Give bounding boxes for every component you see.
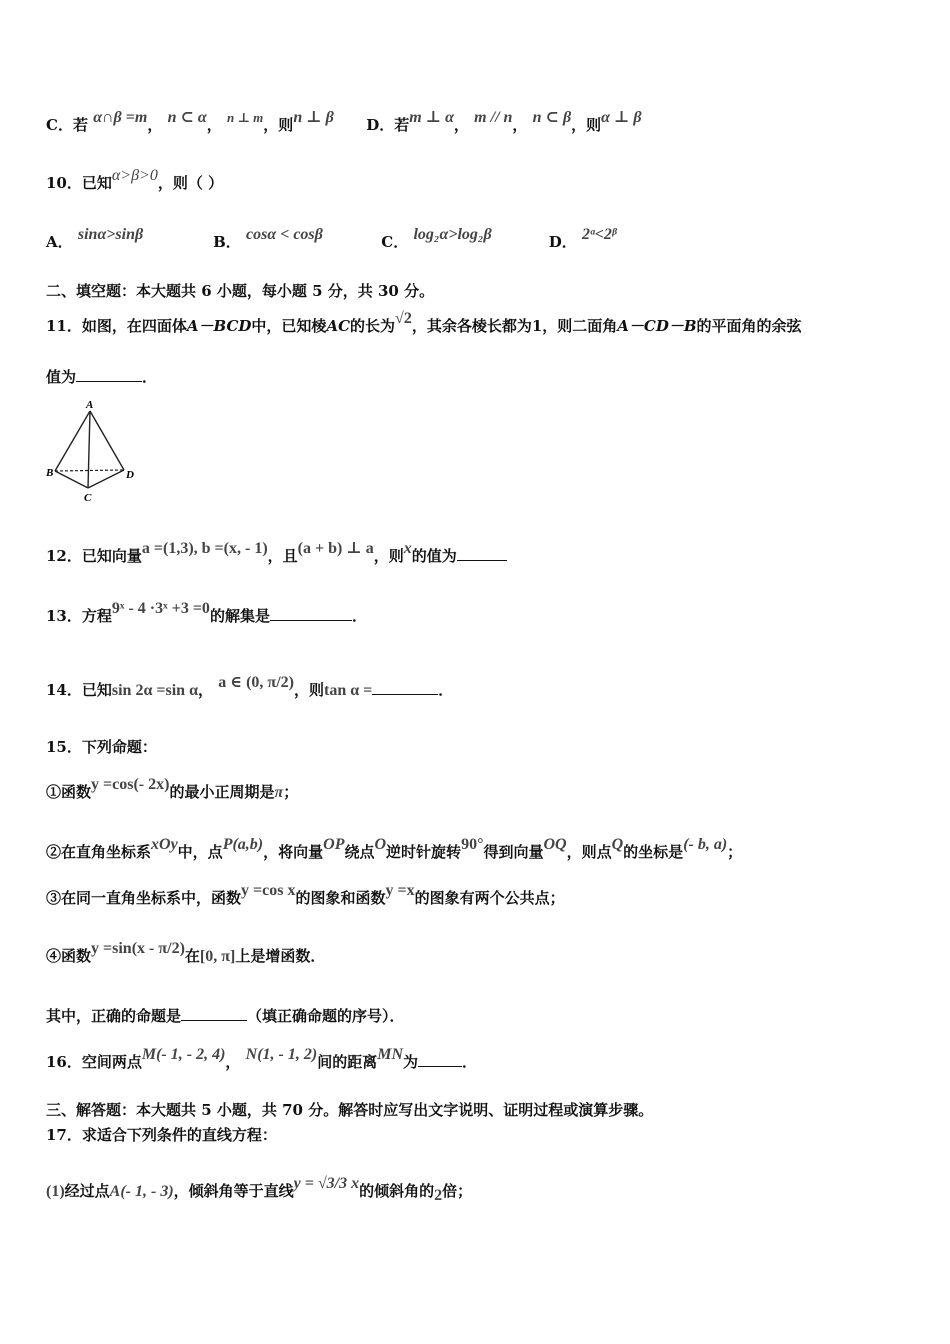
text: （填正确命题的序号）． [247,1007,405,1025]
text: ，且 [267,547,298,565]
vertex-label-b: B [46,467,54,479]
text: 12．已知向量 [46,547,142,565]
text: 其中，正确的命题是 [46,1007,182,1025]
math-expr: n ⊂ β [532,109,572,126]
math-expr: OP [323,836,345,853]
math-expr: cosα < cosβ [246,226,323,243]
text: ， [453,116,469,134]
edge-bd-hidden [55,470,124,471]
answer-blank[interactable] [457,546,507,561]
text: 绕点 [344,843,375,861]
q15-item-4 [46,940,326,967]
answer-blank[interactable] [372,680,438,695]
q11-stem [46,310,802,337]
text: ②在直角坐标系 [46,843,152,861]
text: 为 [403,1053,419,1071]
answer-blank[interactable] [76,367,142,382]
math-expr: (a + b) ⊥ a [297,540,374,557]
vertex-label-d: D [126,469,134,481]
option-d-label: D． [366,116,395,134]
math-expr: N(1, - 1, 2) [245,1046,318,1063]
text: ， [198,681,214,699]
math-expr: M(- 1, - 2, 4) [141,1046,226,1063]
vertex-label-c: C [84,492,92,504]
q9-options-line [46,109,642,136]
edge-cd [88,470,124,488]
math-expr: α ⊥ β [601,109,642,126]
answer-blank[interactable] [270,606,352,621]
text: 的解集是 [209,607,270,625]
math-expr: 2ᵅ<2ᵝ [581,226,617,243]
text: 的倾斜角的 [359,1182,435,1200]
text: ，则 [373,547,404,565]
option-c-label: C． [381,233,409,251]
edge-ac [88,411,90,488]
q10-options [46,226,617,253]
math-expr: (1) [46,1183,65,1200]
math-expr: 90° [461,836,484,853]
text: ， [225,1053,241,1071]
math-expr: AC [326,317,351,335]
math-expr: xOy [151,836,178,853]
section-2-heading: 二、填空题：本大题共 6 小题，每小题 5 分，共 30 分。 [46,282,435,300]
text: ，则 [293,681,324,699]
text: 的最小正周期是 [169,783,275,801]
answer-blank[interactable] [181,1006,247,1021]
math-expr: y =sin(x - π/2) [91,940,185,957]
text: ． [462,1053,478,1071]
answer-blank[interactable] [418,1052,462,1067]
vertex-label-a: A [86,399,94,411]
q15-item-2 [46,836,743,863]
text: 的图象和函数 [295,889,386,907]
math-expr: 9ˣ - 4 ·3ˣ +3 =0 [111,600,210,617]
text: ，则 [571,116,602,134]
text: 11．如图，在四面体 [46,317,187,335]
text: ④函数 [46,947,92,965]
q15-title: 15．下列命题： [46,738,157,756]
text: 的坐标是 [623,843,684,861]
text: ， [206,116,222,134]
option-a-label: A． [46,233,73,251]
text: ． [351,607,367,625]
text: 在 [184,947,200,965]
math-expr: n ⊥ β [293,109,334,126]
edge-bc [55,471,88,488]
q15-conclusion [46,1006,405,1026]
math-expr: A－BCD [186,317,252,335]
text: ． [438,681,454,699]
text: ，将向量 [263,843,324,861]
math-expr: [0, π] [199,948,236,965]
math-expr: y =cos(- 2x) [91,776,170,793]
math-expr: n ⊂ α [167,109,207,126]
edge-ab [55,411,90,471]
option-c-label: C． [46,116,73,134]
math-expr: α>β>0 [111,167,158,184]
text: 中，点 [177,843,223,861]
question-number: 10．已知 [46,174,112,192]
text: 经过点 [64,1182,110,1200]
math-expr: m ⊥ α [409,109,454,126]
q10-stem [46,167,224,194]
math-expr: MN [377,1046,404,1063]
math-expr: π [274,784,284,801]
math-expr: A－CD－B [617,317,697,335]
text: 13．方程 [46,607,112,625]
math-expr: y =x [385,882,415,899]
text: 得到向量 [483,843,544,861]
q15-item-3 [46,882,565,909]
text: 间的距离 [317,1053,378,1071]
text: ； [727,843,743,861]
text: ，则点 [566,843,612,861]
text: 若 [394,116,410,134]
math-expr: A(- 1, - 3) [109,1183,174,1200]
math-expr: Q [611,836,624,853]
text: 上是增函数． [235,947,326,965]
math-expr: tan α = [323,682,373,699]
text: 值为 [46,368,77,386]
math-expr: OQ [543,836,567,853]
text: 若 [72,116,88,134]
text: ①函数 [46,783,92,801]
text: ． [142,368,158,386]
text: ； [283,783,299,801]
text: 逆时针旋转 [386,843,462,861]
math-expr: 2 [434,1187,443,1204]
text: ， [512,116,528,134]
text: 的图象有两个公共点； [414,889,565,907]
section-3-heading: 三、解答题：本大题共 5 小题，共 70 分。解答时应写出文字说明、证明过程或演算步骤。 [46,1101,654,1119]
math-expr: a ∈ (0, π/2) [218,674,294,691]
math-expr: √2 [395,310,412,327]
math-expr: a =(1,3), b =(x, - 1) [141,540,268,557]
q16-stem [46,1046,478,1073]
text: ，则 [263,116,294,134]
text: 的值为 [411,547,457,565]
math-expr: α∩β =m [93,109,148,126]
text: ，则二面角 [542,317,618,335]
text: 16．空间两点 [46,1053,142,1071]
text: ， [147,116,163,134]
math-expr: sin 2α =sin α [111,682,198,699]
text: 倍； [442,1182,473,1200]
math-expr: sinα>sinβ [77,226,144,243]
q17-item-1 [46,1175,473,1204]
math-expr: y =cos x [241,882,296,899]
q12-stem [46,540,507,567]
option-b-label: B． [213,233,241,251]
text: 中，已知棱 [251,317,327,335]
math-expr: P(a,b) [222,836,264,853]
text: 的长为 [350,317,396,335]
option-d-label: D． [548,233,577,251]
text: 1 [531,317,543,335]
text: ，倾斜角等于直线 [173,1182,294,1200]
text: ③在同一直角坐标系中，函数 [46,889,242,907]
tetrahedron-figure [44,398,140,506]
edge-ad [90,411,124,470]
math-expr: O [374,836,387,853]
q15-item-1 [46,776,299,803]
math-expr: (- b, a) [683,836,728,853]
q11-stem-cont [46,367,157,387]
text: ，其余各棱长都为 [411,317,532,335]
q13-stem [46,600,367,627]
math-expr: log₂α>log₂β [413,226,492,243]
math-expr: m // n [474,109,513,126]
text: 14．已知 [46,681,112,699]
math-expr: n ⊥ m [226,110,264,125]
q14-stem [46,674,454,701]
math-expr: y = √3/3 x [293,1175,360,1192]
q17-title: 17．求适合下列条件的直线方程： [46,1126,277,1144]
math-expr: x [403,540,412,557]
text: ，则（ ） [157,174,224,192]
text: 的平面角的余弦 [696,317,802,335]
